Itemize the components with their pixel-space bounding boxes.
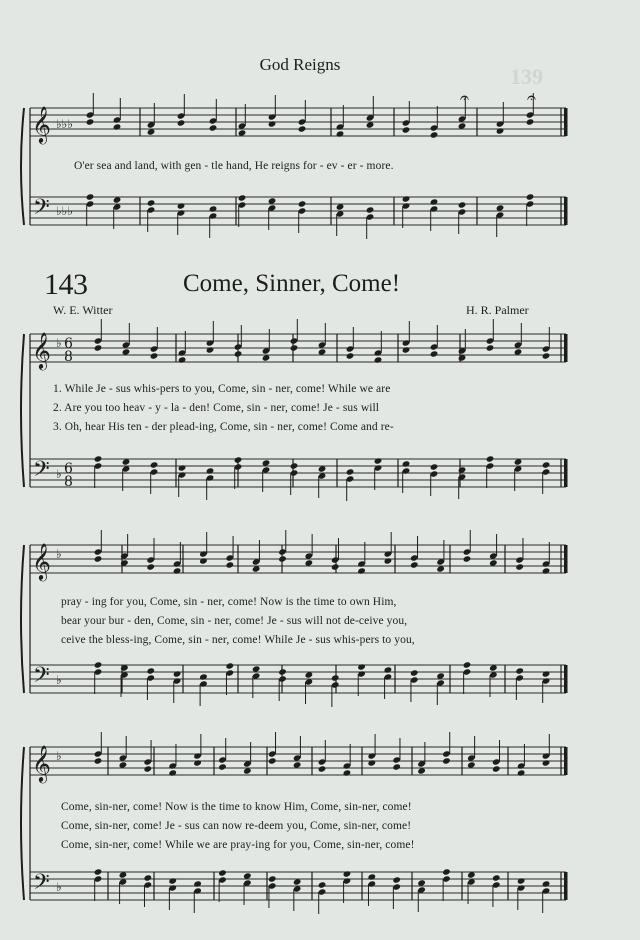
note	[168, 877, 177, 884]
treble-clef-icon: 𝄞	[32, 105, 51, 143]
note	[384, 557, 393, 564]
note	[346, 352, 355, 359]
key-signature: ♭	[56, 749, 62, 763]
note	[290, 344, 299, 351]
note	[94, 757, 103, 764]
note	[298, 200, 307, 207]
note	[94, 555, 103, 562]
note	[209, 124, 218, 131]
lyric-line: 1. While Je - sus whis-pers to you, Come, sin - ner, come! While we are	[53, 383, 391, 395]
note	[357, 567, 366, 574]
final-barline	[564, 459, 568, 487]
key-signature: ♭	[56, 547, 62, 561]
treble-clef-icon: 𝄞	[32, 744, 51, 782]
note	[458, 201, 467, 208]
note	[146, 563, 155, 570]
note	[298, 125, 307, 132]
note	[526, 193, 535, 200]
note	[402, 126, 411, 133]
fermata-icon: 𝄐	[527, 88, 536, 107]
note	[318, 881, 327, 888]
note	[178, 356, 187, 363]
prev-hymn-title: God Reigns	[259, 55, 341, 74]
key-signature: ♭	[56, 336, 62, 350]
note	[430, 463, 439, 470]
note	[542, 759, 551, 766]
note	[374, 356, 383, 363]
key-signature: ♭	[56, 880, 62, 894]
note	[410, 669, 419, 676]
note	[290, 462, 299, 469]
treble-clef-icon: 𝄞	[32, 331, 51, 369]
note	[177, 202, 186, 209]
note	[94, 455, 103, 462]
note	[368, 873, 377, 880]
note	[206, 467, 215, 474]
note	[206, 346, 215, 353]
note	[168, 769, 177, 776]
note	[492, 874, 501, 881]
note	[150, 461, 159, 468]
note	[144, 765, 153, 772]
note	[463, 661, 472, 668]
note	[218, 869, 227, 876]
key-signature: ♭	[56, 673, 62, 687]
time-signature: 8	[64, 349, 73, 365]
lyric-line: ceive the bless-ing, Come, sin - ner, come! While Je - sus whis-pers to you,	[61, 634, 415, 646]
note	[430, 198, 439, 205]
note	[94, 868, 103, 875]
note	[177, 119, 186, 126]
note	[218, 763, 227, 770]
note	[463, 555, 472, 562]
brace	[21, 747, 24, 900]
note	[150, 352, 159, 359]
bass-clef-icon: 𝄢	[33, 195, 50, 225]
brace	[21, 108, 24, 225]
note	[526, 118, 535, 125]
brace	[21, 334, 24, 487]
note	[199, 557, 208, 564]
note	[278, 555, 287, 562]
note	[268, 757, 277, 764]
note	[430, 350, 439, 357]
note	[238, 194, 247, 201]
note	[492, 765, 501, 772]
note	[402, 195, 411, 202]
note	[278, 668, 287, 675]
note	[199, 673, 208, 680]
note	[542, 670, 551, 677]
note	[517, 769, 526, 776]
note	[343, 769, 352, 776]
lyric-line: Come, sin-ner, come! Je - sus can now re-deem you, Come, sin-ner, come!	[61, 820, 412, 832]
lyric-line: pray - ing for you, Come, sin - ner, come! Now is the time to own Him,	[61, 596, 397, 608]
note	[402, 346, 411, 353]
note	[234, 456, 243, 463]
lyric-line: Come, sin-ner, come! Now is the time to know Him, Come, sin-ner, come!	[61, 801, 412, 813]
note	[496, 127, 505, 134]
note	[178, 464, 187, 471]
hymn-number: 143	[44, 268, 88, 301]
bass-clef-icon: 𝄢	[33, 870, 50, 900]
key-signature: ♭	[56, 467, 62, 481]
note	[392, 763, 401, 770]
note	[517, 877, 526, 884]
note	[331, 563, 340, 570]
note	[486, 344, 495, 351]
time-signature: 6	[64, 336, 73, 352]
note	[144, 874, 153, 881]
fermata-icon: 𝄐	[460, 88, 469, 107]
note	[442, 757, 451, 764]
note	[193, 759, 202, 766]
note	[94, 344, 103, 351]
note	[542, 880, 551, 887]
note	[368, 759, 377, 766]
final-barline	[564, 334, 568, 362]
note	[366, 206, 375, 213]
note	[515, 667, 524, 674]
note	[318, 765, 327, 772]
note	[542, 567, 551, 574]
note	[384, 666, 393, 673]
bass-clef-icon: 𝄢	[33, 663, 50, 693]
note	[515, 563, 524, 570]
hymn-composer: H. R. Palmer	[466, 303, 529, 317]
note	[113, 123, 122, 130]
note	[268, 875, 277, 882]
lyric-line: 3. Oh, hear His ten - der plead-ing, Come, sin - ner, come! Come and re-	[53, 421, 394, 433]
final-barline	[564, 747, 568, 775]
note	[146, 667, 155, 674]
final-barline	[564, 197, 568, 225]
note	[402, 460, 411, 467]
note	[225, 662, 234, 669]
final-barline	[564, 108, 568, 136]
note	[336, 130, 345, 137]
note	[225, 561, 234, 568]
note	[331, 674, 340, 681]
final-barline	[564, 545, 568, 573]
note	[430, 131, 439, 138]
brace	[21, 545, 24, 693]
final-barline	[564, 665, 568, 693]
note	[410, 561, 419, 568]
note	[346, 468, 355, 475]
bass-clef-icon: 𝄢	[33, 457, 50, 487]
lyric-line: bear your bur - den, Come, sin - ner, come! Je - sus will not de-ceive you,	[61, 615, 408, 627]
note	[268, 120, 277, 127]
key-signature: ♭♭♭	[56, 117, 73, 131]
note	[486, 455, 495, 462]
hymn-author: W. E. Witter	[53, 303, 113, 317]
treble-clef-icon: 𝄞	[32, 542, 51, 580]
note	[392, 876, 401, 883]
note	[442, 868, 451, 875]
note	[209, 205, 218, 212]
note	[343, 870, 352, 877]
final-barline	[564, 872, 568, 900]
note	[374, 457, 383, 464]
page-number: 139	[510, 64, 543, 89]
note	[173, 567, 182, 574]
time-signature: 8	[64, 474, 73, 490]
prev-hymn-lyric: O'er sea and land, with gen - tle hand, He reigns for - ev - er - more.	[74, 160, 394, 172]
note	[542, 352, 551, 359]
note	[86, 118, 95, 125]
note	[173, 670, 182, 677]
note	[357, 663, 366, 670]
note	[94, 661, 103, 668]
note	[147, 199, 156, 206]
lyric-line: 2. Are you too heav - y - la - den! Come, sin - ner, come! Je - sus will	[53, 402, 380, 414]
note	[86, 193, 95, 200]
hymn-title: Come, Sinner, Come!	[183, 270, 401, 297]
note	[193, 880, 202, 887]
time-signature: 6	[64, 461, 73, 477]
lyric-line: Come, sin-ner, come! While we are pray-ing for you, Come, sin-ner, come!	[61, 839, 415, 851]
key-signature: ♭♭♭	[56, 204, 73, 218]
note	[234, 350, 243, 357]
note	[542, 461, 551, 468]
